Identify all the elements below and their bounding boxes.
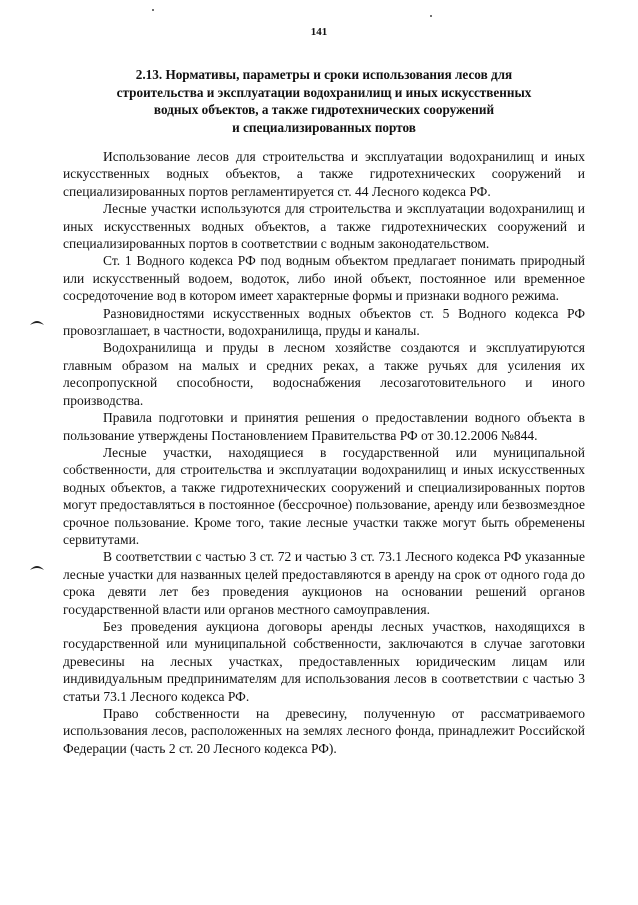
body-text xyxy=(63,148,585,757)
page-number: 141 xyxy=(310,26,328,38)
paragraph: Ст. 1 Водного кодекса РФ под водным объектом предлагает понимать природный или искусственный водоем, водоток, либо иной объект, постоянное или временное сосредоточение вод в котором имеет характерные формы и признаки водного режима. xyxy=(63,253,585,304)
paragraph: Без проведения аукциона договоры аренды лесных участков, находящихся в государственной или муниципальной собственности, заключаются в случае заготовки древесины на лесных участках, предоставленных юридическим лицам или индивидуальным предпринимателям для использования лесов в соответствии с частью 3 статьи 73.1 Лесного кодекса РФ. xyxy=(63,618,585,704)
paragraph: Разновидностями искусственных водных объектов ст. 5 Водного кодекса РФ провозглашает, в частности, водохранилища, пруды и каналы. xyxy=(63,305,585,339)
paragraph: Использование лесов для строительства и эксплуатации водохранилищ и иных искусственных водных объектов, а также гидротехнических сооружений и специализированных портов регламентируется ст. 44 Лесного кодекса РФ. xyxy=(63,149,585,199)
paragraph: В соответствии с частью 3 ст. 72 и частью 3 ст. 73.1 Лесного кодекса РФ указанные лесные участки для названных целей предоставляются в аренду на срок от одного года до срока девяти лет без проведения аукционов на основании решений органов государственной власти или органов местного самоуправления. xyxy=(63,549,585,617)
scan-speck xyxy=(430,15,432,17)
section-heading xyxy=(76,66,572,136)
paragraph: Право собственности на древесину, полученную от рассматриваемого использования лесов, расположенных на землях лесного фонда, принадлежит Российской Федерации (часть 2 ст. 20 Лесного кодекса РФ). xyxy=(63,706,585,756)
paragraph: Лесные участки, находящиеся в государственной или муниципальной собственности, для строительства и эксплуатации водохранилищ и иных искусственных водных объектов, а также гидротехнических сооружений и специализированных портов могут предоставляться в постоянное (бессрочное) пользование, аренду или безвозмездное срочное пользование. Кроме того, такие лесные участки также могут быть обременены сервитутами. xyxy=(63,444,585,547)
heading-line: строительства и эксплуатации водохранилищ и иных искусственных xyxy=(116,84,532,100)
heading-line: водных объектов, а также гидротехнических сооружений xyxy=(153,102,495,117)
paragraph: Водохранилища и пруды в лесном хозяйстве создаются и эксплуатируются главным образом на малых и средних реках, а также ручьях для усиления их лесопропускной способности, водоснабжения лесозаготовительного и иного производства. xyxy=(63,340,585,408)
heading-line: и специализированных портов xyxy=(232,119,416,135)
binder-mark-icon xyxy=(30,318,44,325)
paragraph: Правила подготовки и принятия решения о предоставлении водного объекта в пользование утверждены Постановлением Правительства РФ от 30.12.2006 №844. xyxy=(63,410,585,443)
scan-speck xyxy=(152,9,154,11)
paragraph: Лесные участки используются для строительства и эксплуатации водохранилищ и иных искусственных водных объектов, а также гидротехнических сооружений и специализированных портов в соответствии с водным законодательством. xyxy=(63,201,585,252)
heading-line: 2.13. Нормативы, параметры и сроки использования лесов для xyxy=(135,67,513,82)
binder-mark-icon xyxy=(30,563,44,570)
